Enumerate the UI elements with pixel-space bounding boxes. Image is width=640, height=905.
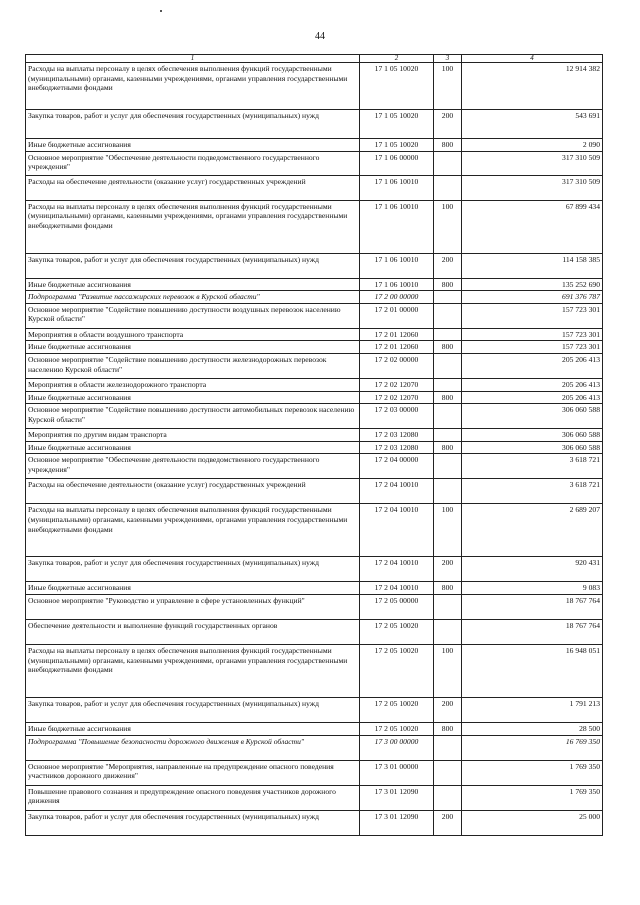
row-name-cell: Основное мероприятие "Обеспечение деятельности подведомственного государственного учреждения"	[26, 454, 360, 479]
table-row	[26, 735, 603, 760]
row-expense-type-cell	[434, 151, 462, 175]
row-code-cell: 17 1 05 10020	[360, 139, 434, 152]
row-amount-cell: 16 948 051	[462, 644, 603, 697]
table-row	[26, 391, 603, 404]
row-expense-type-cell: 800	[434, 278, 462, 291]
row-expense-type-cell	[434, 378, 462, 391]
table-row	[26, 557, 603, 582]
row-expense-type-cell	[434, 328, 462, 341]
row-expense-type-cell	[434, 291, 462, 304]
row-code-cell: 17 2 03 12080	[360, 429, 434, 442]
row-expense-type-cell	[434, 429, 462, 442]
row-name-cell: Подпрограмма "Развитие пассажирских перевозок в Курской области"	[26, 291, 360, 304]
table-row	[26, 582, 603, 595]
row-amount-cell: 1 769 350	[462, 785, 603, 810]
row-code-cell: 17 2 05 10020	[360, 644, 434, 697]
row-code-cell: 17 3 01 12090	[360, 810, 434, 835]
row-expense-type-cell	[434, 404, 462, 429]
row-code-cell: 17 1 05 10020	[360, 63, 434, 110]
row-expense-type-cell: 200	[434, 557, 462, 582]
row-amount-cell: 306 060 588	[462, 441, 603, 454]
row-code-cell: 17 2 04 10010	[360, 479, 434, 504]
row-code-cell: 17 2 01 00000	[360, 303, 434, 328]
row-expense-type-cell: 100	[434, 200, 462, 253]
row-amount-cell: 1 769 350	[462, 760, 603, 785]
table-row	[26, 441, 603, 454]
table-row	[26, 644, 603, 697]
row-expense-type-cell: 100	[434, 644, 462, 697]
table-row	[26, 151, 603, 175]
row-expense-type-cell: 200	[434, 253, 462, 278]
row-expense-type-cell	[434, 303, 462, 328]
row-amount-cell: 3 618 721	[462, 454, 603, 479]
row-expense-type-cell	[434, 479, 462, 504]
row-name-cell: Закупка товаров, работ и услуг для обеспечения государственных (муниципальных) нужд	[26, 697, 360, 722]
row-name-cell: Расходы на обеспечение деятельности (оказание услуг) государственных учреждений	[26, 175, 360, 200]
row-name-cell: Подпрограмма "Повышение безопасности дорожного движения в Курской области"	[26, 735, 360, 760]
row-amount-cell: 25 000	[462, 810, 603, 835]
row-name-cell: Основное мероприятие "Мероприятия, направленные на предупреждение опасного поведения участников дорожного движения"	[26, 760, 360, 785]
row-code-cell: 17 1 06 00000	[360, 151, 434, 175]
table-row	[26, 291, 603, 304]
row-name-cell: Расходы на выплаты персоналу в целях обеспечения выполнения функций государственными (муниципальными) органами, казенными учреждениями, органами управления государственными внебюджетными фондами	[26, 63, 360, 110]
row-amount-cell: 205 206 413	[462, 391, 603, 404]
row-amount-cell: 18 767 764	[462, 594, 603, 619]
row-name-cell: Иные бюджетные ассигнования	[26, 441, 360, 454]
row-expense-type-cell: 800	[434, 722, 462, 735]
row-amount-cell: 691 376 787	[462, 291, 603, 304]
row-expense-type-cell	[434, 735, 462, 760]
row-code-cell: 17 2 02 12070	[360, 391, 434, 404]
row-code-cell: 17 2 01 12060	[360, 341, 434, 354]
row-name-cell: Закупка товаров, работ и услуг для обеспечения государственных (муниципальных) нужд	[26, 810, 360, 835]
row-name-cell: Закупка товаров, работ и услуг для обеспечения государственных (муниципальных) нужд	[26, 557, 360, 582]
row-name-cell: Иные бюджетные ассигнования	[26, 139, 360, 152]
row-amount-cell: 317 310 509	[462, 151, 603, 175]
row-amount-cell: 306 060 588	[462, 429, 603, 442]
row-code-cell: 17 2 03 00000	[360, 404, 434, 429]
table-row	[26, 454, 603, 479]
row-amount-cell: 28 500	[462, 722, 603, 735]
row-amount-cell: 67 899 434	[462, 200, 603, 253]
row-code-cell: 17 2 04 10010	[360, 557, 434, 582]
row-expense-type-cell: 100	[434, 504, 462, 557]
row-code-cell: 17 1 06 10010	[360, 200, 434, 253]
row-code-cell: 17 2 05 10020	[360, 619, 434, 644]
row-amount-cell: 920 431	[462, 557, 603, 582]
row-amount-cell: 2 689 207	[462, 504, 603, 557]
row-name-cell: Основное мероприятие "Содействие повышению доступности воздушных перевозок населению Курской области"	[26, 303, 360, 328]
row-code-cell: 17 1 05 10020	[360, 110, 434, 139]
row-code-cell: 17 2 05 10020	[360, 722, 434, 735]
table-row	[26, 594, 603, 619]
row-name-cell: Мероприятия в области железнодорожного транспорта	[26, 378, 360, 391]
row-code-cell: 17 1 06 10010	[360, 253, 434, 278]
header-col-1: 1	[26, 55, 360, 63]
row-amount-cell: 205 206 413	[462, 353, 603, 378]
row-code-cell: 17 2 05 00000	[360, 594, 434, 619]
table-row	[26, 722, 603, 735]
table-row	[26, 404, 603, 429]
row-name-cell: Повышение правового сознания и предупреждение опасного поведения участников дорожного движения	[26, 785, 360, 810]
row-code-cell: 17 2 03 12080	[360, 441, 434, 454]
row-code-cell: 17 3 01 12090	[360, 785, 434, 810]
header-col-3: 3	[434, 55, 462, 63]
table-row	[26, 278, 603, 291]
row-expense-type-cell	[434, 785, 462, 810]
table-row	[26, 378, 603, 391]
row-expense-type-cell	[434, 353, 462, 378]
row-amount-cell: 12 914 382	[462, 63, 603, 110]
row-amount-cell: 9 083	[462, 582, 603, 595]
row-name-cell: Иные бюджетные ассигнования	[26, 582, 360, 595]
row-expense-type-cell: 800	[434, 441, 462, 454]
row-code-cell: 17 2 00 00000	[360, 291, 434, 304]
scan-speck	[160, 10, 162, 12]
row-name-cell: Закупка товаров, работ и услуг для обеспечения государственных (муниципальных) нужд	[26, 253, 360, 278]
row-code-cell: 17 2 01 12060	[360, 328, 434, 341]
row-expense-type-cell: 200	[434, 110, 462, 139]
table-row	[26, 303, 603, 328]
row-name-cell: Иные бюджетные ассигнования	[26, 278, 360, 291]
row-amount-cell: 16 769 350	[462, 735, 603, 760]
table-row	[26, 328, 603, 341]
row-amount-cell: 543 691	[462, 110, 603, 139]
row-expense-type-cell	[434, 454, 462, 479]
row-amount-cell: 157 723 301	[462, 341, 603, 354]
row-amount-cell: 157 723 301	[462, 303, 603, 328]
row-name-cell: Расходы на выплаты персоналу в целях обеспечения выполнения функций государственными (муниципальными) органами, казенными учреждениями, органами управления государственными внебюджетными фондами	[26, 644, 360, 697]
row-expense-type-cell: 800	[434, 139, 462, 152]
row-name-cell: Закупка товаров, работ и услуг для обеспечения государственных (муниципальных) нужд	[26, 110, 360, 139]
table-row	[26, 353, 603, 378]
row-code-cell: 17 3 00 00000	[360, 735, 434, 760]
row-code-cell: 17 2 04 10010	[360, 582, 434, 595]
row-amount-cell: 2 090	[462, 139, 603, 152]
table-header-row	[26, 55, 603, 63]
row-amount-cell: 306 060 588	[462, 404, 603, 429]
row-amount-cell: 18 767 764	[462, 619, 603, 644]
row-code-cell: 17 1 06 10010	[360, 175, 434, 200]
header-col-4: 4	[462, 55, 603, 63]
row-amount-cell: 135 252 690	[462, 278, 603, 291]
row-name-cell: Основное мероприятие "Содействие повышению доступности железнодорожных перевозок населению Курской области"	[26, 353, 360, 378]
row-amount-cell: 1 791 213	[462, 697, 603, 722]
table-row	[26, 341, 603, 354]
row-name-cell: Иные бюджетные ассигнования	[26, 722, 360, 735]
row-amount-cell: 114 158 385	[462, 253, 603, 278]
row-code-cell: 17 1 06 10010	[360, 278, 434, 291]
row-name-cell: Расходы на обеспечение деятельности (оказание услуг) государственных учреждений	[26, 479, 360, 504]
header-col-2: 2	[360, 55, 434, 63]
budget-table	[25, 54, 603, 836]
row-code-cell: 17 2 02 00000	[360, 353, 434, 378]
table-row	[26, 253, 603, 278]
table-row	[26, 63, 603, 110]
row-code-cell: 17 2 05 10020	[360, 697, 434, 722]
row-name-cell: Мероприятия по другим видам транспорта	[26, 429, 360, 442]
row-expense-type-cell: 200	[434, 697, 462, 722]
table-row	[26, 110, 603, 139]
table-row	[26, 760, 603, 785]
row-expense-type-cell: 100	[434, 63, 462, 110]
row-amount-cell: 205 206 413	[462, 378, 603, 391]
row-expense-type-cell	[434, 760, 462, 785]
row-name-cell: Обеспечение деятельности и выполнение функций государственных органов	[26, 619, 360, 644]
table-row	[26, 785, 603, 810]
row-name-cell: Основное мероприятие "Содействие повышению доступности автомобильных перевозок населению Курской области"	[26, 404, 360, 429]
row-amount-cell: 317 310 509	[462, 175, 603, 200]
page-number: 44	[315, 31, 325, 42]
table-row	[26, 479, 603, 504]
table-row	[26, 697, 603, 722]
table-row	[26, 429, 603, 442]
row-expense-type-cell: 800	[434, 341, 462, 354]
row-name-cell: Расходы на выплаты персоналу в целях обеспечения выполнения функций государственными (муниципальными) органами, казенными учреждениями, органами управления государственными внебюджетными фондами	[26, 504, 360, 557]
row-expense-type-cell: 800	[434, 582, 462, 595]
row-amount-cell: 157 723 301	[462, 328, 603, 341]
table-row	[26, 810, 603, 835]
row-name-cell: Основное мероприятие "Обеспечение деятельности подведомственного государственного учреждения"	[26, 151, 360, 175]
row-code-cell: 17 2 04 10010	[360, 504, 434, 557]
row-name-cell: Иные бюджетные ассигнования	[26, 391, 360, 404]
row-name-cell: Иные бюджетные ассигнования	[26, 341, 360, 354]
row-amount-cell: 3 618 721	[462, 479, 603, 504]
table-row	[26, 504, 603, 557]
row-expense-type-cell: 200	[434, 810, 462, 835]
row-code-cell: 17 2 04 00000	[360, 454, 434, 479]
table-row	[26, 200, 603, 253]
row-code-cell: 17 2 02 12070	[360, 378, 434, 391]
table-row	[26, 619, 603, 644]
row-name-cell: Мероприятия в области воздушного транспорта	[26, 328, 360, 341]
row-name-cell: Расходы на выплаты персоналу в целях обеспечения выполнения функций государственными (муниципальными) органами, казенными учреждениями, органами управления государственными внебюджетными фондами	[26, 200, 360, 253]
row-expense-type-cell	[434, 619, 462, 644]
table-row	[26, 175, 603, 200]
row-expense-type-cell	[434, 175, 462, 200]
row-name-cell: Основное мероприятие "Руководство и управление в сфере установленных функций"	[26, 594, 360, 619]
table-row	[26, 139, 603, 152]
row-code-cell: 17 3 01 00000	[360, 760, 434, 785]
table-body	[26, 63, 603, 836]
row-expense-type-cell	[434, 594, 462, 619]
row-expense-type-cell: 800	[434, 391, 462, 404]
